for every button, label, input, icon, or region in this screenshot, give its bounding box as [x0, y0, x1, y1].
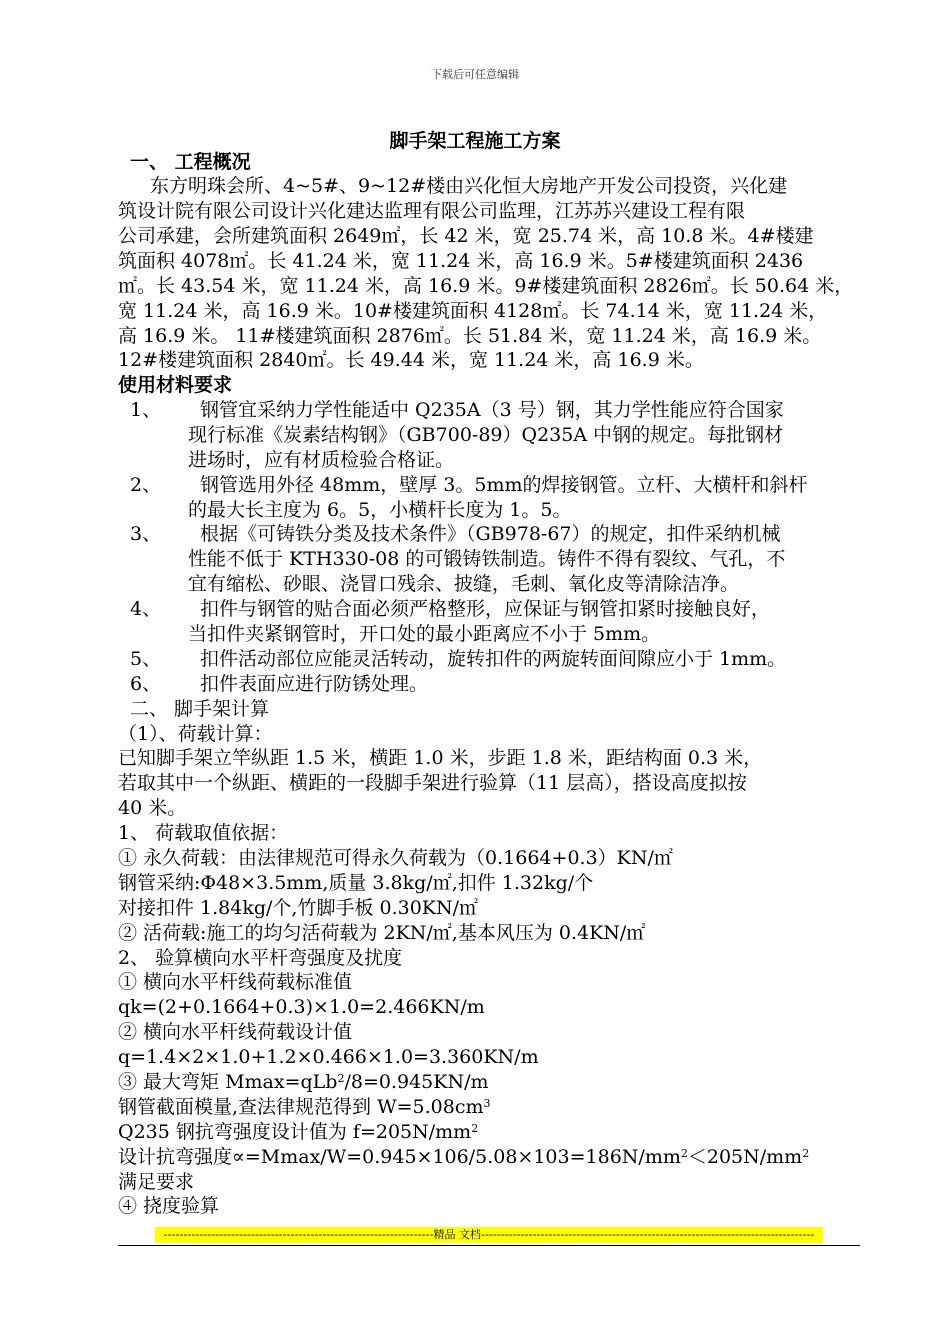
line-text: 若取其中一个纵距、横距的一段脚手架进行验算（11 层高），搭设高度拟按 — [118, 772, 747, 794]
text-line — [130, 672, 428, 697]
text-line — [118, 746, 762, 771]
text-line — [130, 697, 269, 722]
line-text: 满足要求 — [118, 1171, 195, 1193]
line-text: 宽 11.24 米，高 16.9 米。10#楼建筑面积 4128㎡。长 74.14 米，宽 11.24 米， — [118, 300, 828, 322]
superscript: 2 — [337, 1072, 345, 1085]
text-line — [130, 473, 808, 498]
text-line — [118, 1194, 219, 1219]
line-text: 二、 脚手架计算 — [130, 698, 270, 720]
text-line — [118, 1045, 539, 1070]
text-line — [118, 274, 853, 299]
text-line — [130, 597, 770, 622]
line-text: 进场时，应有材质检验合格证。 — [188, 449, 455, 471]
line-text: 高 16.9 米。 11#楼建筑面积 2876㎡。长 51.84 米，宽 11.24 米，高 16.9 米。 — [118, 325, 822, 347]
text-line — [118, 199, 745, 224]
line-text: 的最大长主度为 6。5，小横杆长度为 1。5。 — [188, 499, 572, 521]
line-text: ② 横向水平杆线荷载设计值 — [118, 1021, 353, 1043]
text-line — [118, 970, 352, 995]
text-line — [188, 498, 571, 523]
list-number: 4、 — [130, 598, 162, 620]
list-number: 2、 — [130, 474, 162, 496]
line-text: 公司承建，会所建筑面积 2649㎡，长 42 米，宽 25.74 米，高 10.8 米。4#楼建 — [118, 225, 814, 247]
text-line — [118, 1070, 489, 1095]
line-text: 扣件活动部位应能灵活转动，旋转扣件的两旋转面间隙应小于 1mm。 — [200, 648, 787, 670]
text-line — [130, 150, 251, 175]
footer-banner: --------------------------------------------------------------------精品 文档------------------------------------------------------------------------------------ — [155, 1227, 823, 1243]
list-number: 5、 — [130, 648, 162, 670]
line-text: 扣件表面应进行防锈处理。 — [200, 673, 429, 695]
text-line — [118, 1145, 809, 1170]
line-text: 已知脚手架立竿纵距 1.5 米，横距 1.0 米，步距 1.8 米，距结构面 0.3 米， — [118, 747, 763, 769]
line-text: 东方明珠会所、4~5#、9~12#楼由兴化恒大房地产开发公司投资，兴化建 — [150, 175, 788, 197]
text-line — [118, 871, 593, 896]
superscript: 2 — [471, 1122, 479, 1135]
text-line — [118, 1170, 194, 1195]
text-line — [118, 1120, 478, 1145]
text-line — [188, 423, 783, 448]
line-text: q=1.4×2×1.0+1.2×0.466×1.0=3.360KN/m — [118, 1046, 539, 1068]
line-text: 扣件与钢管的贴合面必须严格整形，应保证与钢管扣紧时接触良好， — [200, 598, 771, 620]
text-line — [118, 921, 645, 946]
line-text: （1）、荷载计算： — [118, 723, 273, 745]
line-text: 40 米。 — [118, 797, 187, 819]
text-line — [118, 373, 232, 398]
text-line — [118, 946, 402, 971]
document-title: 脚手架工程施工方案 — [389, 130, 561, 152]
line-text: ③ 最大弯矩 Mmax=qLb — [118, 1071, 338, 1093]
line-text: 一、 工程概况 — [130, 151, 251, 173]
text-line — [188, 572, 739, 597]
line-text: ② 活荷载:施工的均匀活荷载为 2KN/㎡,基本风压为 0.4KN/㎡ — [118, 922, 646, 944]
line-text: ④ 挠度验算 — [118, 1195, 220, 1217]
text-line — [130, 398, 784, 423]
text-line — [130, 647, 786, 672]
line-text: /8=0.945KN/m — [344, 1071, 489, 1093]
line-text: 宜有缩松、砂眼、浇冒口残余、披缝，毛刺、氧化皮等清除洁净。 — [188, 573, 740, 595]
text-line — [118, 722, 273, 747]
line-text: 2、 验算横向水平杆弯强度及扰度 — [118, 947, 403, 969]
list-number: 6、 — [130, 673, 162, 695]
text-line — [118, 771, 747, 796]
line-text: ㎡。长 43.54 米，宽 11.24 米，高 16.9 米。9#楼建筑面积 2826㎡。长 50.64 米， — [118, 275, 854, 297]
line-text: 对接扣件 1.84kg/个,竹脚手板 0.30KN/㎡ — [118, 897, 479, 919]
line-text: 筑设计院有限公司设计兴化建达监理有限公司监理，江苏苏兴建设工程有限 — [118, 200, 746, 222]
line-text: 设计抗弯强度∝=Mmax/W=0.945×106/5.08×103=186N/mm — [118, 1146, 681, 1168]
line-text: 12#楼建筑面积 2840㎡。长 49.44 米，宽 11.24 米，高 16.9 米。 — [118, 349, 704, 371]
text-line — [118, 324, 821, 349]
text-line — [118, 1095, 491, 1120]
text-line — [118, 1020, 352, 1045]
line-text: Q235 钢抗弯强度设计值为 f=205N/mm — [118, 1121, 472, 1143]
text-line — [150, 174, 787, 199]
line-text: 钢管采纳:Φ48×3.5mm,质量 3.8kg/㎡,扣件 1.32kg/个 — [118, 872, 594, 894]
text-line — [118, 224, 814, 249]
line-text: 钢管截面模量,查法律规范得到 W=5.08cm — [118, 1096, 484, 1118]
superscript: 2 — [802, 1147, 810, 1160]
text-line — [130, 522, 781, 547]
text-line — [118, 896, 478, 921]
list-number: 3、 — [130, 523, 162, 545]
line-text: ＜205N/mm — [687, 1146, 803, 1168]
page-header: 下载后可任意编辑 — [431, 68, 519, 81]
line-text: 筑面积 4078㎡。长 41.24 米，宽 11.24 米，高 16.9 米。5#楼建筑面积 2436 — [118, 250, 804, 272]
text-line — [118, 299, 827, 324]
line-text: 现行标准《炭素结构钢》（GB700-89）Q235A 中钢的规定。每批钢材 — [188, 424, 784, 446]
line-text: ① 横向水平杆线荷载标准值 — [118, 971, 353, 993]
line-text: 1、 荷载取值依据： — [118, 822, 289, 844]
text-line — [188, 448, 454, 473]
superscript: 3 — [483, 1097, 491, 1110]
text-line — [118, 348, 704, 373]
text-line — [118, 846, 673, 871]
text-line — [118, 995, 485, 1020]
footer-rule — [118, 1245, 860, 1246]
superscript: 2 — [680, 1147, 688, 1160]
text-line — [118, 249, 803, 274]
line-text: qk=(2+0.1664+0.3)×1.0=2.466KN/m — [118, 996, 485, 1018]
line-text: 钢管选用外径 48mm，壁厚 3。5mm的焊接钢管。立杆、大横杆和斜杆 — [200, 474, 808, 496]
line-text: 当扣件夹紧钢管时，开口处的最小距离应不小于 5mm。 — [188, 623, 661, 645]
line-text: 性能不低于 KTH330-08 的可锻铸铁制造。铸件不得有裂纹、气孔，不 — [188, 548, 786, 570]
line-text: 钢管宜采纳力学性能适中 Q235A（3 号）钢，其力学性能应符合国家 — [200, 399, 784, 421]
text-line — [118, 796, 186, 821]
text-line — [118, 821, 288, 846]
line-text: 使用材料要求 — [118, 374, 233, 396]
text-line — [188, 547, 785, 572]
line-text: 根据《可铸铁分类及技术条件》（GB978-67）的规定，扣件采纳机械 — [200, 523, 781, 545]
text-line — [188, 622, 660, 647]
line-text: ① 永久荷载：由法律规范可得永久荷载为（0.1664+0.3）KN/㎡ — [118, 847, 673, 869]
list-number: 1、 — [130, 399, 162, 421]
